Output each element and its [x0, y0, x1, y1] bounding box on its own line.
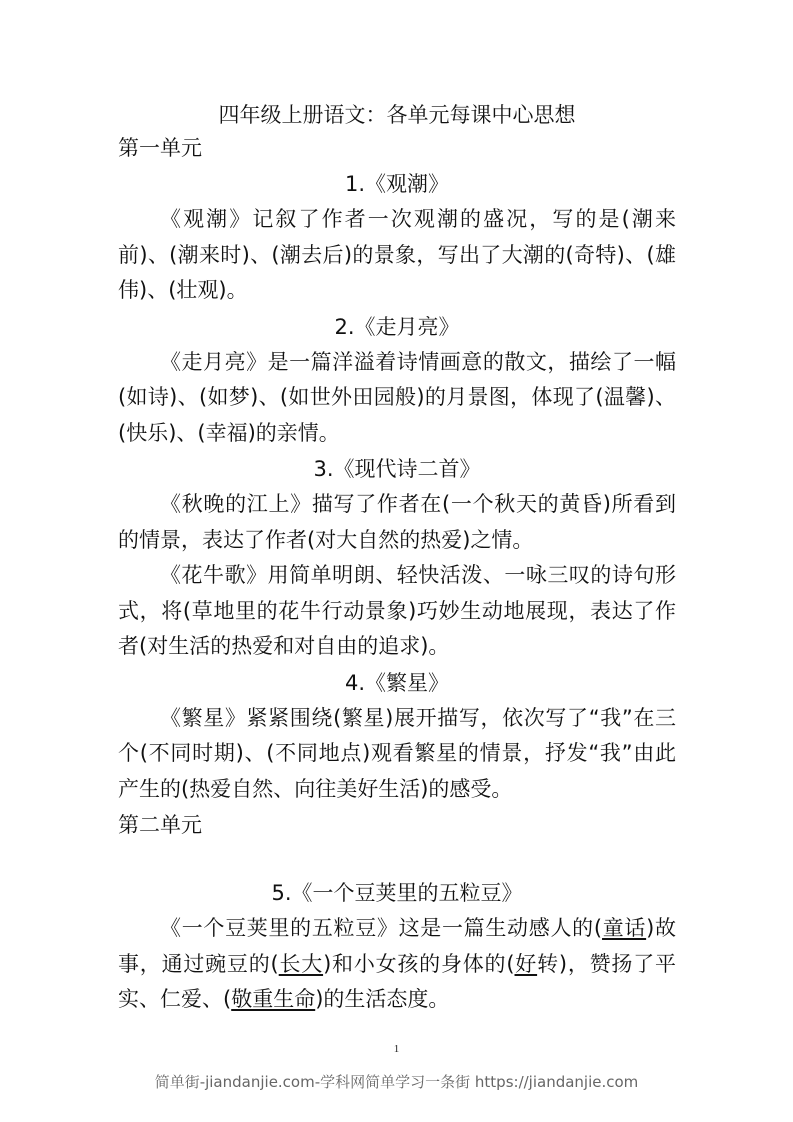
lesson-title-1: 1.《观潮》: [344, 172, 450, 196]
lesson-paragraph-3a: 《秋晚的江上》描写了作者在(一个秋天的黄昏)所看到的情景，表达了作者(对大自然的热爱)之情。: [118, 492, 676, 552]
unit-heading-1: 第一单元: [118, 136, 202, 160]
lesson-paragraph-4: 《繁星》紧紧围绕(繁星)展开描写，依次写了“我”在三个(不同时期)、(不同地点)观看繁星的情景，抒发“我”由此产生的(热爱自然、向往美好生活)的感受。: [118, 705, 676, 801]
text-run: 转)，赞扬了平实、仁爱、(: [118, 951, 676, 1011]
lesson-title-4: 4.《繁星》: [344, 670, 450, 695]
lesson-paragraph-1: 《观潮》记叙了作者一次观潮的盛况，写的是(潮来前)、(潮来时)、(潮去后)的景象，写出了大潮的(奇特)、(雄伟)、(壮观)。: [118, 207, 676, 302]
unit-heading-2: 第二单元: [118, 813, 202, 837]
lesson-paragraph-5: [118, 911, 676, 1018]
page-number: 1: [393, 1043, 400, 1055]
underlined-answer: 好: [514, 951, 538, 976]
underlined-answer: 敬重生命: [231, 987, 316, 1011]
spacer: [118, 843, 676, 875]
lesson-title-5: 5.《一个豆荚里的五粒豆》: [271, 881, 523, 905]
document-body: [118, 100, 676, 1018]
lesson-title-2: 2.《走月亮》: [334, 314, 460, 339]
underlined-answer: 长大: [278, 951, 324, 976]
footer-watermark: 简单街-jiandanjie.com-学科网简单学习一条街 https://jiandanjie.com: [154, 1073, 639, 1091]
text-run: )故事，通过豌豆的(: [118, 916, 676, 976]
document-title: 四年级上册语文：各单元每课中心思想: [218, 103, 576, 127]
text-run: )和小女孩的身体的(: [323, 951, 515, 976]
text-run: )的生活态度。: [315, 987, 450, 1011]
text-run: 《一个豆荚里的五粒豆》这是一篇生动感人的(: [160, 916, 603, 940]
lesson-paragraph-3b: 《花牛歌》用简单明朗、轻快活泼、一咏三叹的诗句形式，将(草地里的花牛行动景象)巧妙生动地展现，表达了作者(对生活的热爱和对自由的追求)。: [118, 563, 676, 658]
lesson-title-3: 3.《现代诗二首》: [313, 457, 481, 481]
underlined-answer: 童话: [602, 916, 647, 940]
lesson-paragraph-2: 《走月亮》是一篇洋溢着诗情画意的散文，描绘了一幅(如诗)、(如梦)、(如世外田园般)的月景图，体现了(温馨)、(快乐)、(幸福)的亲情。: [118, 349, 676, 445]
